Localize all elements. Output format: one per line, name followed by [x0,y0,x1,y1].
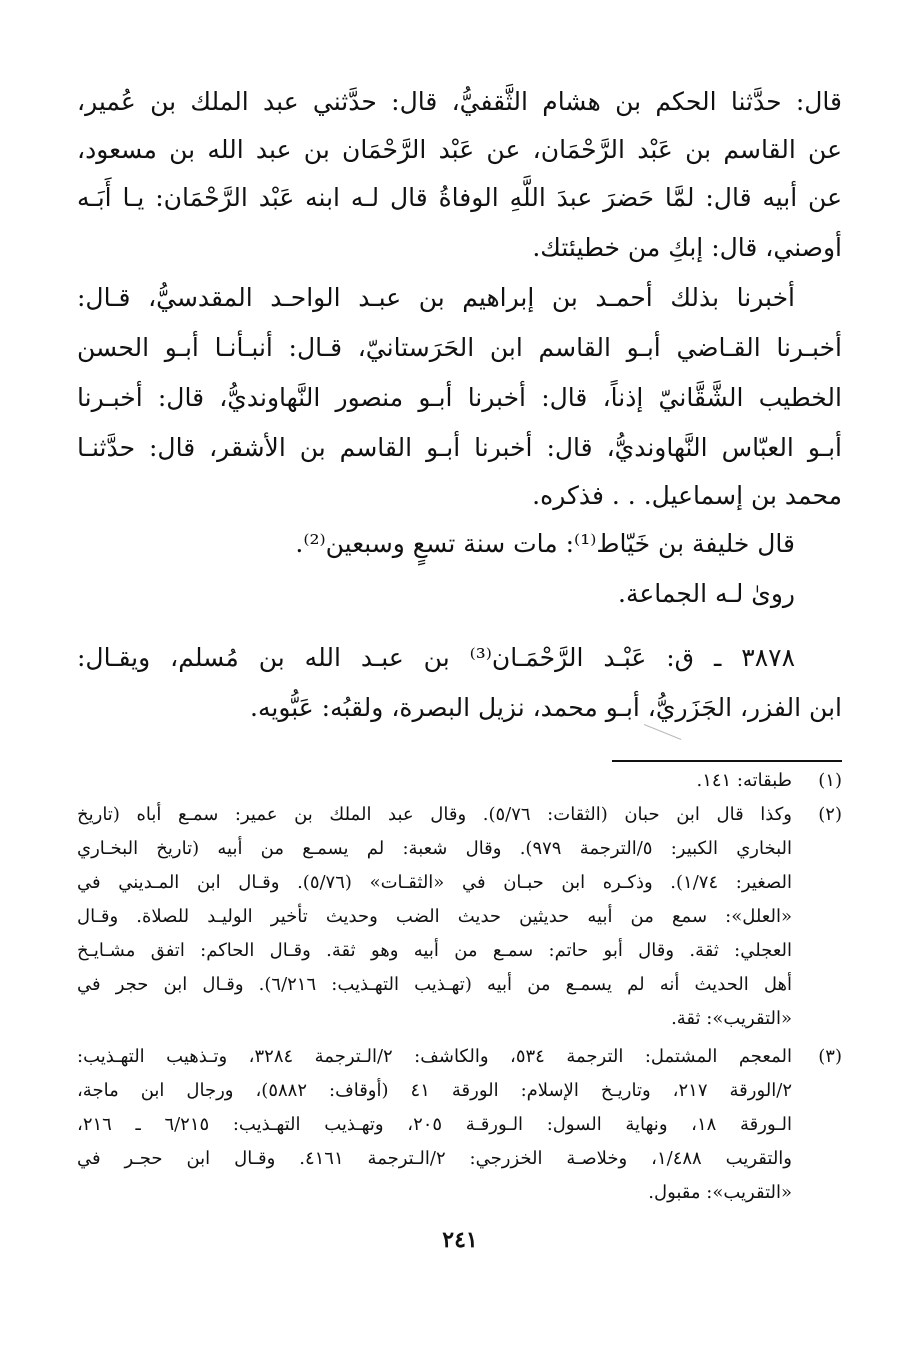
body-line: أوصني، قال: إبكِ من خطيئتك. [532,233,842,262]
footnote-line: «التقريب»: ثقة. [671,1008,792,1029]
footnote-line: الـورقة ١٨، ونهاية السول: الـورقـة ٢٠٥، وتهـذيب التهـذيب: ٦/٢١٥ ـ ٢١٦، [77,1114,792,1135]
footnote-line: البخاري الكبير: ٥/الترجمة ٩٧٩). وقال شعبة: لم يسمـع من أبيه (تاريخ البخـاري [77,838,793,859]
footnote-line: العجلي: ثقة. وقال أبو حاتم: سمـع من أبيه وهو ثقة. وقـال الحاكم: اتفق مشـايـخ [77,940,792,961]
footnote-line: «العلل»: سمع من أبيه حديثين حديث الضب وحديث تأخير الوليـد للصلاة. وقـال [77,906,792,927]
body-line: أخبـرنا القـاضي أبـو القاسم ابن الحَرَستانيّ، قـال: أنبـأنـا أبـو الحسن [77,333,842,362]
footnote-number: (٢) [818,804,842,825]
footnote-line: ٢/الورقة ٢١٧، وتاريـخ الإسلام: الورقة ٤١ (أوقاف: ٥٨٨٢)، ورجال ابن ماجة، [77,1080,792,1101]
footnote-line: طبقاته: ١٤١. [696,770,792,791]
body-line: قال خليفة بن خَيّاط⁽¹⁾: مات سنة تسعٍ وسبعين⁽²⁾. [295,529,795,558]
footnote-line: وكذا قال ابن حبان (الثقات: ٥/٧٦). وقال عبد الملك بن عمير: سمـع أباه (تاريخ [77,804,793,825]
body-line: قال: حدَّثنا الحكم بن هشام الثَّقفيُّ، قال: حدَّثني عبد الملك بن عُمير، [77,87,842,116]
body-line: محمد بن إسماعيل. . . فذكره. [532,481,842,510]
entry-heading: ٣٨٧٨ ـ ق: عَبْـد الرَّحْمَـان⁽³⁾ بن عبـد الله بن مُسلم، ويقـال: [77,643,795,672]
footnote-2 [77,800,842,832]
footnote-line: الصغير: ١/٧٤). وذكـره ابن حبـان في «الثقـات» (٥/٧٦). وقـال ابن المـديني في [77,872,792,893]
footnote-line: أهل الحديث أنه لم يسمـع من أبيه (تهـذيب التهـذيب: ٦/٢١٦). وقـال ابن حجر في [77,974,792,995]
body-line: عن أبيه قال: لمَّا حَضرَ عبدَ اللَّهِ الوفاةُ قال لـه ابنه عَبْد الرَّحْمَان: يـا أَبَـه [77,183,842,212]
body-line: عن القاسم بن عَبْد الرَّحْمَان، عن عَبْد الرَّحْمَان بن عبد الله بن مسعود، [77,135,842,164]
footnote-3 [77,1042,842,1074]
body-line: أخبرنا بذلك أحمـد بن إبراهيم بن عبـد الواحـد المقدسيُّ، قـال: [77,283,795,312]
footnote-number: (١) [818,770,842,791]
page-number: ٢٤١ [442,1227,478,1253]
footnote-line: «التقريب»: مقبول. [648,1182,792,1203]
footnote-1 [77,766,842,798]
body-line: روىٰ لـه الجماعة. [618,579,795,608]
body-line: الخطيب الشَّقَّانيّ إذناً، قال: أخبرنا أبـو منصور النَّهاونديُّ، قال: أخبـرنا [77,383,842,412]
body-line: أبـو العبّاس النَّهاونديُّ، قال: أخبرنا أبـو القاسم بن الأشقر، قال: حدَّثنـا [77,433,842,462]
body-line: ابن الفزر، الجَزَريُّ، أبـو محمد، نزيل البصرة، ولقبُه: عَبُّويه. [250,693,842,722]
footnote-number: (٣) [818,1046,842,1067]
footnote-line: المعجم المشتمل: الترجمة ٥٣٤، والكاشف: ٢/الـترجمة ٣٢٨٤، وتـذهيب التهـذيب: [77,1046,792,1067]
footnote-line: والتقريب ١/٤٨٨، وخلاصـة الخزرجي: ٢/الـترجمة ٤١٦١. وقـال ابن حجـر في [77,1148,793,1169]
footnote-divider [612,760,842,762]
